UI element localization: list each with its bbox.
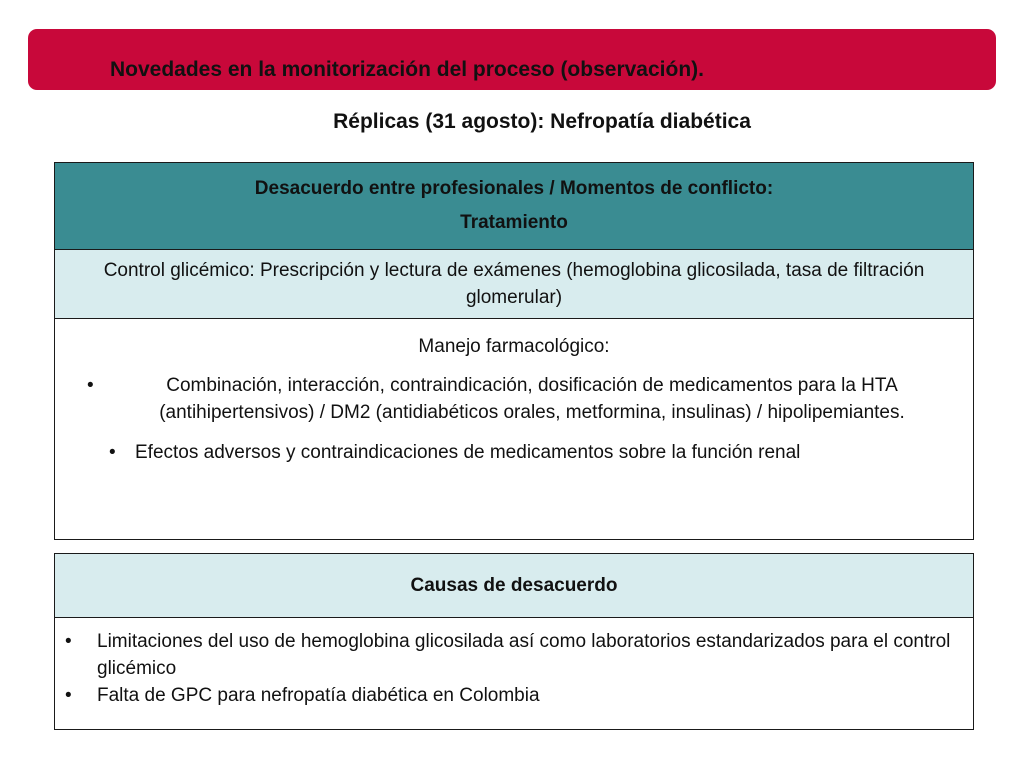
page-title: Novedades en la monitorización del proceso (observación). xyxy=(110,58,704,81)
list-item-text: Combinación, interacción, contraindicación, dosificación de medicamentos para la HTA (antihipertensivos) / DM2 (antidiabéticos orales, metformina, insulinas) / hipolipemiantes. xyxy=(159,375,905,423)
bullet-icon: • xyxy=(87,375,94,396)
bullet-icon: • xyxy=(65,685,72,706)
list-item xyxy=(55,372,973,426)
list-item xyxy=(55,439,973,466)
causes-row xyxy=(55,618,974,730)
bullet-icon: • xyxy=(109,442,116,463)
page-subtitle: Réplicas (31 agosto): Nefropatía diabética xyxy=(333,110,751,133)
causes-table-header: Causas de desacuerdo xyxy=(55,554,974,618)
conflict-table xyxy=(54,162,974,540)
conflict-header-line1: Desacuerdo entre profesionales / Momentos de conflicto: xyxy=(254,178,774,199)
conflict-table-header xyxy=(55,163,974,250)
causes-table xyxy=(54,553,974,730)
pharmacological-heading: Manejo farmacológico: xyxy=(418,336,610,357)
pharmacological-row xyxy=(55,319,974,540)
list-item xyxy=(55,628,973,682)
list-item-text: Efectos adversos y contraindicaciones de medicamentos sobre la función renal xyxy=(135,442,801,463)
list-item-text: Falta de GPC para nefropatía diabética en Colombia xyxy=(97,685,540,706)
glycemic-control-row: Control glicémico: Prescripción y lectura de exámenes (hemoglobina glicosilada, tasa de filtración glomerular) xyxy=(55,250,974,319)
list-item-text: Limitaciones del uso de hemoglobina glicosilada así como laboratorios estandarizados para el control glicémico xyxy=(97,631,951,679)
conflict-header-line2: Tratamiento xyxy=(460,212,568,233)
list-item xyxy=(55,682,973,709)
bullet-icon: • xyxy=(65,631,72,652)
